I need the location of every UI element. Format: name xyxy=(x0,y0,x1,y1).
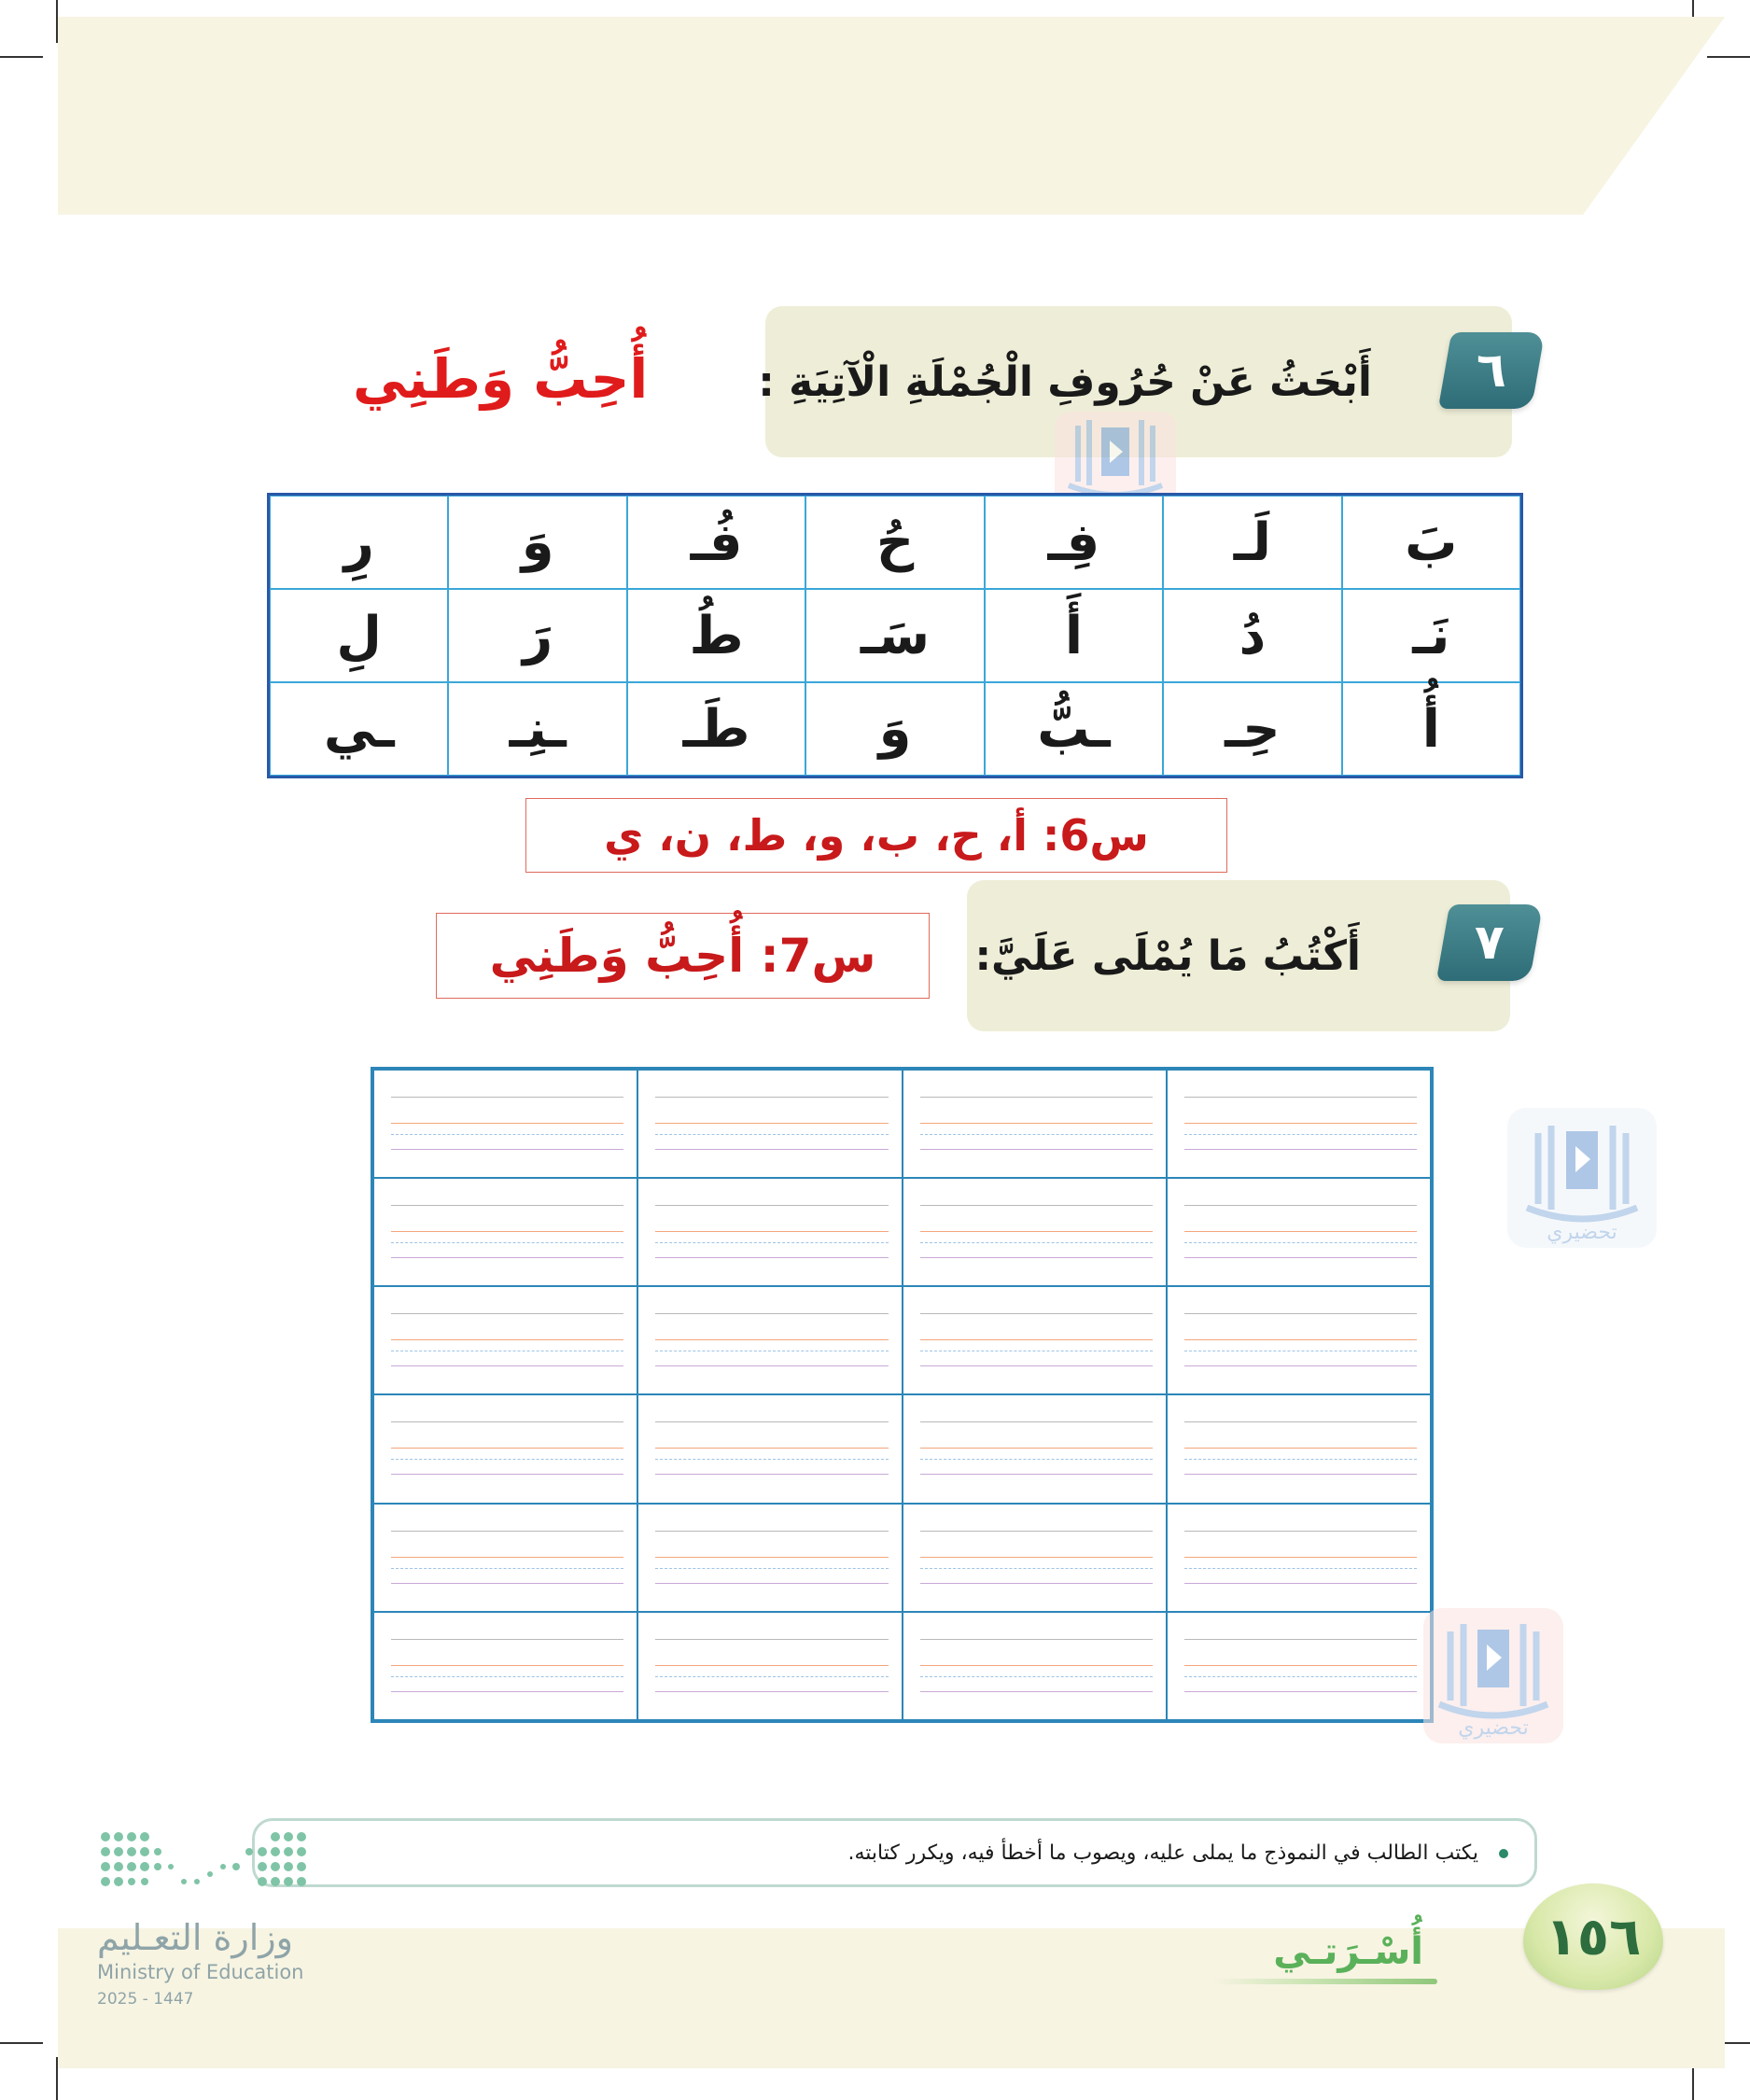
guide-line xyxy=(655,1691,888,1692)
letter-cell: أَ xyxy=(985,589,1163,682)
guide-line xyxy=(391,1448,623,1449)
guide-line xyxy=(655,1205,888,1206)
guide-line xyxy=(1184,1448,1417,1449)
guide-line xyxy=(1184,1676,1417,1677)
guide-line xyxy=(920,1448,1153,1449)
guide-line xyxy=(1184,1205,1417,1206)
guide-line xyxy=(391,1313,623,1314)
guide-line xyxy=(1184,1665,1417,1666)
letter-cell: سَـ xyxy=(805,589,984,682)
guide-line xyxy=(655,1568,888,1569)
writing-cell[interactable] xyxy=(903,1394,1167,1503)
guide-line xyxy=(655,1365,888,1366)
guide-line xyxy=(391,1134,623,1135)
guide-line xyxy=(1184,1134,1417,1135)
guide-line xyxy=(920,1474,1153,1475)
writing-cell[interactable] xyxy=(1167,1612,1431,1720)
guide-line xyxy=(1184,1583,1417,1584)
guide-line xyxy=(391,1097,623,1098)
bullet-icon xyxy=(1499,1849,1508,1858)
guide-line xyxy=(1184,1365,1417,1366)
guide-line xyxy=(655,1242,888,1243)
guide-line xyxy=(391,1474,623,1475)
question-7-pill xyxy=(967,880,1510,1031)
guide-line xyxy=(1184,1339,1417,1340)
question-6-phrase: أُحِبُّ وَطَنِي xyxy=(353,347,649,411)
writing-cell[interactable] xyxy=(1167,1178,1431,1286)
teacher-note-bar xyxy=(252,1818,1537,1887)
writing-cell[interactable] xyxy=(373,1504,637,1612)
guide-line xyxy=(1184,1097,1417,1098)
guide-line xyxy=(1184,1257,1417,1258)
guide-line xyxy=(920,1583,1153,1584)
svg-text:تحضيري: تحضيري xyxy=(1547,1221,1617,1244)
guide-line xyxy=(391,1365,623,1366)
guide-line xyxy=(920,1231,1153,1232)
answer-6-box xyxy=(525,798,1227,873)
writing-cell[interactable] xyxy=(637,1178,902,1286)
guide-line xyxy=(1184,1242,1417,1243)
letter-cell: رِ xyxy=(270,496,448,589)
guide-line xyxy=(920,1459,1153,1460)
writing-cell[interactable] xyxy=(903,1504,1167,1612)
guide-line xyxy=(391,1231,623,1232)
crop-mark xyxy=(0,56,43,58)
writing-cell[interactable] xyxy=(1167,1070,1431,1178)
guide-line xyxy=(391,1242,623,1243)
letter-cell: لَـ xyxy=(1163,496,1341,589)
letter-cell: وَ xyxy=(805,682,984,776)
writing-cell[interactable] xyxy=(373,1070,637,1178)
crop-mark xyxy=(56,0,58,43)
guide-line xyxy=(920,1257,1153,1258)
writing-cell[interactable] xyxy=(1167,1504,1431,1612)
writing-cell[interactable] xyxy=(637,1394,902,1503)
guide-line xyxy=(1184,1691,1417,1692)
teacher-note-text: يكتب الطالب في النموذج ما يملى عليه، ويصوب ما أخطأ فيه، ويكرر كتابته. xyxy=(847,1841,1478,1865)
guide-line xyxy=(655,1421,888,1422)
guide-line xyxy=(655,1474,888,1475)
guide-line xyxy=(920,1568,1153,1569)
letter-cell: طُ xyxy=(627,589,805,682)
unit-title-underline xyxy=(1213,1979,1437,1984)
writing-cell[interactable] xyxy=(637,1286,902,1394)
guide-line xyxy=(655,1531,888,1532)
guide-line xyxy=(920,1313,1153,1314)
writing-cell[interactable] xyxy=(1167,1286,1431,1394)
writing-cell[interactable] xyxy=(637,1612,902,1720)
guide-line xyxy=(391,1257,623,1258)
guide-line xyxy=(920,1676,1153,1677)
guide-line xyxy=(391,1676,623,1677)
guide-line xyxy=(1184,1123,1417,1124)
guide-line xyxy=(391,1459,623,1460)
letter-cell: ـبُّ xyxy=(985,682,1163,776)
guide-line xyxy=(920,1421,1153,1422)
edition-year: 2025 - 1447 xyxy=(97,1990,194,2009)
guide-line xyxy=(1184,1639,1417,1640)
writing-cell[interactable] xyxy=(373,1286,637,1394)
guide-line xyxy=(655,1676,888,1677)
guide-line xyxy=(391,1339,623,1340)
guide-line xyxy=(391,1531,623,1532)
guide-line xyxy=(1184,1474,1417,1475)
guide-line xyxy=(920,1365,1153,1366)
writing-cell[interactable] xyxy=(903,1612,1167,1720)
writing-cell[interactable] xyxy=(637,1070,902,1178)
guide-line xyxy=(1184,1557,1417,1558)
guide-line xyxy=(391,1205,623,1206)
guide-line xyxy=(920,1665,1153,1666)
guide-line xyxy=(391,1691,623,1692)
letter-search-grid xyxy=(267,493,1523,778)
guide-line xyxy=(655,1097,888,1098)
letter-cell: بَ xyxy=(1342,496,1520,589)
ministry-logo-icon xyxy=(98,1827,313,1902)
crop-mark xyxy=(1707,56,1750,58)
writing-cell[interactable] xyxy=(373,1178,637,1286)
guide-line xyxy=(391,1665,623,1666)
guide-line xyxy=(391,1568,623,1569)
guide-line xyxy=(920,1149,1153,1150)
guide-line xyxy=(1184,1459,1417,1460)
page-number-badge xyxy=(1523,1883,1663,1990)
ministry-name-arabic: وزارة التعـليم xyxy=(97,1917,294,1958)
footer-band xyxy=(58,1928,1725,2068)
guide-line xyxy=(391,1639,623,1640)
guide-line xyxy=(655,1313,888,1314)
guide-line xyxy=(920,1123,1153,1124)
guide-line xyxy=(1184,1313,1417,1314)
letter-cell: نَـ xyxy=(1342,589,1520,682)
unit-title: أُسْـرَتـي xyxy=(1273,1930,1423,1973)
tahdiri-watermark-icon xyxy=(1419,1603,1568,1748)
question-6-number-badge xyxy=(1438,332,1545,409)
letter-cell: ـي xyxy=(270,682,448,776)
letter-cell: ـنِـ xyxy=(448,682,626,776)
letter-cell: رَ xyxy=(448,589,626,682)
letter-cell: حِـ xyxy=(1163,682,1341,776)
writing-cell[interactable] xyxy=(903,1286,1167,1394)
guide-line xyxy=(920,1691,1153,1692)
letter-cell: وَ xyxy=(448,496,626,589)
guide-line xyxy=(655,1583,888,1584)
question-7-number-badge xyxy=(1436,904,1543,981)
guide-line xyxy=(1184,1531,1417,1532)
writing-cell[interactable] xyxy=(373,1394,637,1503)
letter-cell: لِ xyxy=(270,589,448,682)
guide-line xyxy=(655,1231,888,1232)
letter-cell: حُ xyxy=(805,496,984,589)
guide-line xyxy=(391,1557,623,1558)
guide-line xyxy=(920,1134,1153,1135)
answer-7-text: س7: أُحِبُّ وَطَنِي xyxy=(489,929,876,983)
letter-cell: فُـ xyxy=(627,496,805,589)
guide-line xyxy=(655,1448,888,1449)
dictation-writing-grid xyxy=(371,1067,1434,1723)
guide-line xyxy=(655,1665,888,1666)
guide-line xyxy=(655,1557,888,1558)
writing-cell[interactable] xyxy=(373,1612,637,1720)
writing-cell[interactable] xyxy=(1167,1394,1431,1503)
guide-line xyxy=(655,1257,888,1258)
guide-line xyxy=(391,1583,623,1584)
question-7-instruction: أَكْتُبُ مَا يُمْلَى عَلَيَّ: xyxy=(974,931,1361,980)
guide-line xyxy=(920,1557,1153,1558)
guide-line xyxy=(391,1421,623,1422)
guide-line xyxy=(920,1097,1153,1098)
guide-line xyxy=(391,1123,623,1124)
writing-cell[interactable] xyxy=(637,1504,902,1612)
question-6-instruction: أَبْحَثُ عَنْ حُرُوفِ الْجُمْلَةِ الْآتِيَةِ : xyxy=(758,357,1372,406)
guide-line xyxy=(1184,1421,1417,1422)
guide-line xyxy=(655,1639,888,1640)
answer-6-text: س6: أ، ح، ب، و، ط، ن، ي xyxy=(604,810,1149,861)
answer-7-box xyxy=(436,913,930,999)
guide-line xyxy=(1184,1149,1417,1150)
guide-line xyxy=(920,1339,1153,1340)
guide-line xyxy=(655,1459,888,1460)
guide-line xyxy=(920,1242,1153,1243)
letter-cell: دُ xyxy=(1163,589,1341,682)
letter-cell: طَـ xyxy=(627,682,805,776)
writing-cell[interactable] xyxy=(903,1178,1167,1286)
question-6-number: ٦ xyxy=(1477,343,1506,399)
guide-line xyxy=(655,1339,888,1340)
header-banner xyxy=(58,17,1725,215)
svg-text:تحضيري: تحضيري xyxy=(1458,1716,1529,1740)
question-7-number: ٧ xyxy=(1475,915,1505,971)
guide-line xyxy=(655,1149,888,1150)
guide-line xyxy=(920,1205,1153,1206)
guide-line xyxy=(920,1531,1153,1532)
guide-line xyxy=(920,1639,1153,1640)
writing-cell[interactable] xyxy=(903,1070,1167,1178)
guide-line xyxy=(655,1123,888,1124)
ministry-name-english: Ministry of Education xyxy=(97,1961,304,1983)
page-number: ١٥٦ xyxy=(1545,1906,1642,1967)
guide-line xyxy=(1184,1568,1417,1569)
crop-mark xyxy=(0,2042,43,2044)
guide-line xyxy=(391,1149,623,1150)
tahdiri-watermark-icon xyxy=(1503,1103,1661,1253)
letter-cell: أُ xyxy=(1342,682,1520,776)
guide-line xyxy=(1184,1231,1417,1232)
guide-line xyxy=(655,1134,888,1135)
letter-cell: فِـ xyxy=(985,496,1163,589)
